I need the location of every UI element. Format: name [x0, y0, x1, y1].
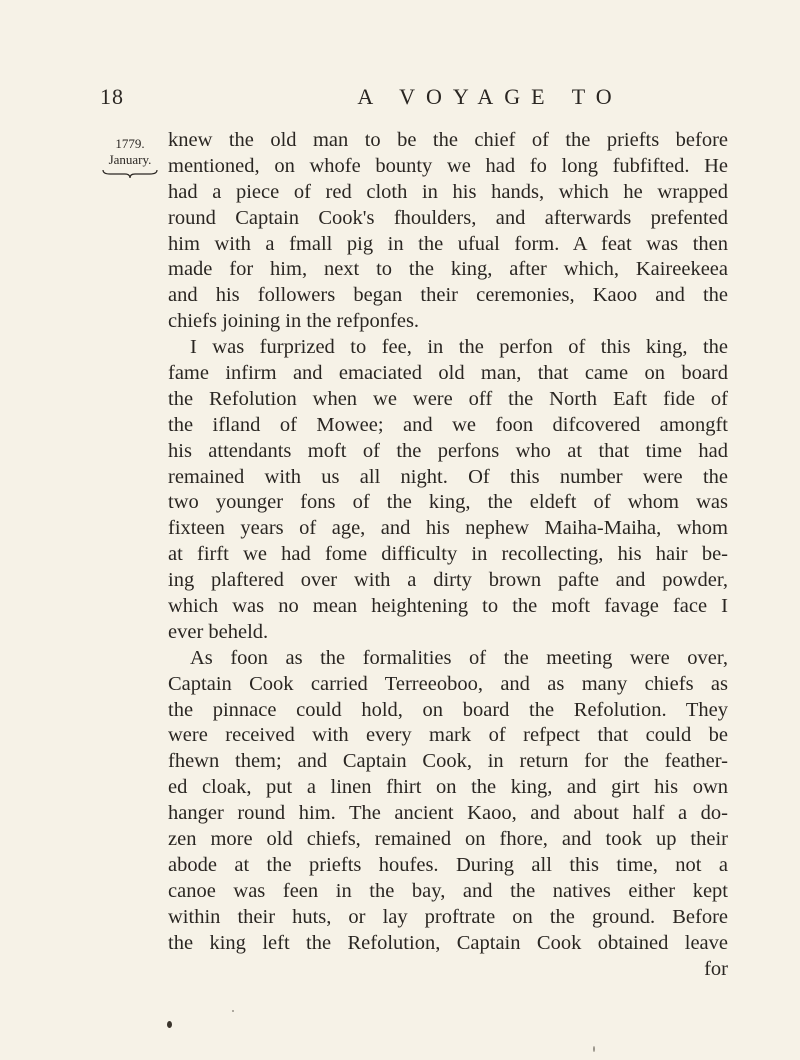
text-line: within their huts, or lay proftrate on the ground. Before	[168, 905, 728, 928]
page-header	[100, 84, 740, 114]
text-line: zen more old chiefs, remained on fhore, and took up their	[168, 828, 728, 851]
text-line: him with a fmall pig in the ufual form. A feat was then	[168, 232, 728, 255]
text-line: ing plaftered over with a dirty brown pafte and powder,	[168, 569, 728, 592]
text-line: As foon as the formalities of the meeting were over,	[190, 646, 728, 669]
catchword: for	[704, 957, 728, 980]
margin-month: January.	[108, 152, 152, 167]
text-line: the king left the Refolution, Captain Cook obtained leave	[168, 931, 728, 954]
text-line: abode at the priefts houfes. During all this time, not a	[168, 853, 728, 876]
text-line: which was no mean heightening to the moft favage face I	[168, 595, 728, 618]
text-line: fhewn them; and Captain Cook, in return for the feather-	[168, 750, 728, 773]
text-line: and his followers began their ceremonies, Kaoo and the	[168, 284, 728, 307]
brace-icon	[102, 169, 158, 179]
ink-speck	[232, 1010, 234, 1012]
text-line: Captain Cook carried Terreeoboo, and as many chiefs as	[168, 672, 728, 695]
text-line: mentioned, on whofe bounty we had fo long fubfifted. He	[168, 154, 728, 177]
text-line: his attendants moft of the perfons who at that time had	[168, 439, 728, 462]
text-line: knew the old man to be the chief of the priefts before	[168, 129, 728, 151]
ink-speck	[167, 1021, 172, 1028]
text-line: fame infirm and emaciated old man, that came on board	[168, 362, 728, 385]
text-line: the ifland of Mowee; and we foon difcovered amongft	[168, 413, 728, 436]
page-number: 18	[100, 84, 124, 109]
text-line: ed cloak, put a linen fhirt on the king, and girt his own	[168, 776, 728, 799]
text-line: I was furprized to fee, in the perfon of this king, the	[190, 336, 728, 359]
text-line: were received with every mark of refpect that could be	[168, 724, 728, 747]
text-line: fixteen years of age, and his nephew Maiha-Maiha, whom	[168, 517, 728, 540]
text-line: made for him, next to the king, after which, Kaireekeea	[168, 258, 728, 281]
text-line: hanger round him. The ancient Kaoo, and about half a do-	[168, 802, 728, 825]
text-line: the pinnace could hold, on board the Refolution. They	[168, 698, 728, 721]
text-line: had a piece of red cloth in his hands, which he wrapped	[168, 180, 728, 203]
body-text	[168, 128, 728, 982]
margin-year: 1779.	[115, 136, 145, 151]
ink-speck	[593, 1046, 595, 1052]
margin-note	[100, 136, 160, 179]
text-line: the Refolution when we were off the North Eaft fide of	[168, 387, 728, 410]
text-line: remained with us all night. Of this number were the	[168, 465, 728, 488]
running-head: A VOYAGE TO	[357, 84, 623, 109]
text-line: canoe was feen in the bay, and the natives either kept	[168, 879, 728, 902]
text-line: ever beheld.	[168, 620, 269, 643]
text-line: two younger fons of the king, the eldeft of whom was	[168, 491, 728, 514]
text-line: chiefs joining in the refponfes.	[168, 310, 420, 333]
text-line: at firft we had fome difficulty in recollecting, his hair be-	[168, 543, 728, 566]
text-line: round Captain Cook's fhoulders, and afterwards prefented	[168, 206, 728, 229]
